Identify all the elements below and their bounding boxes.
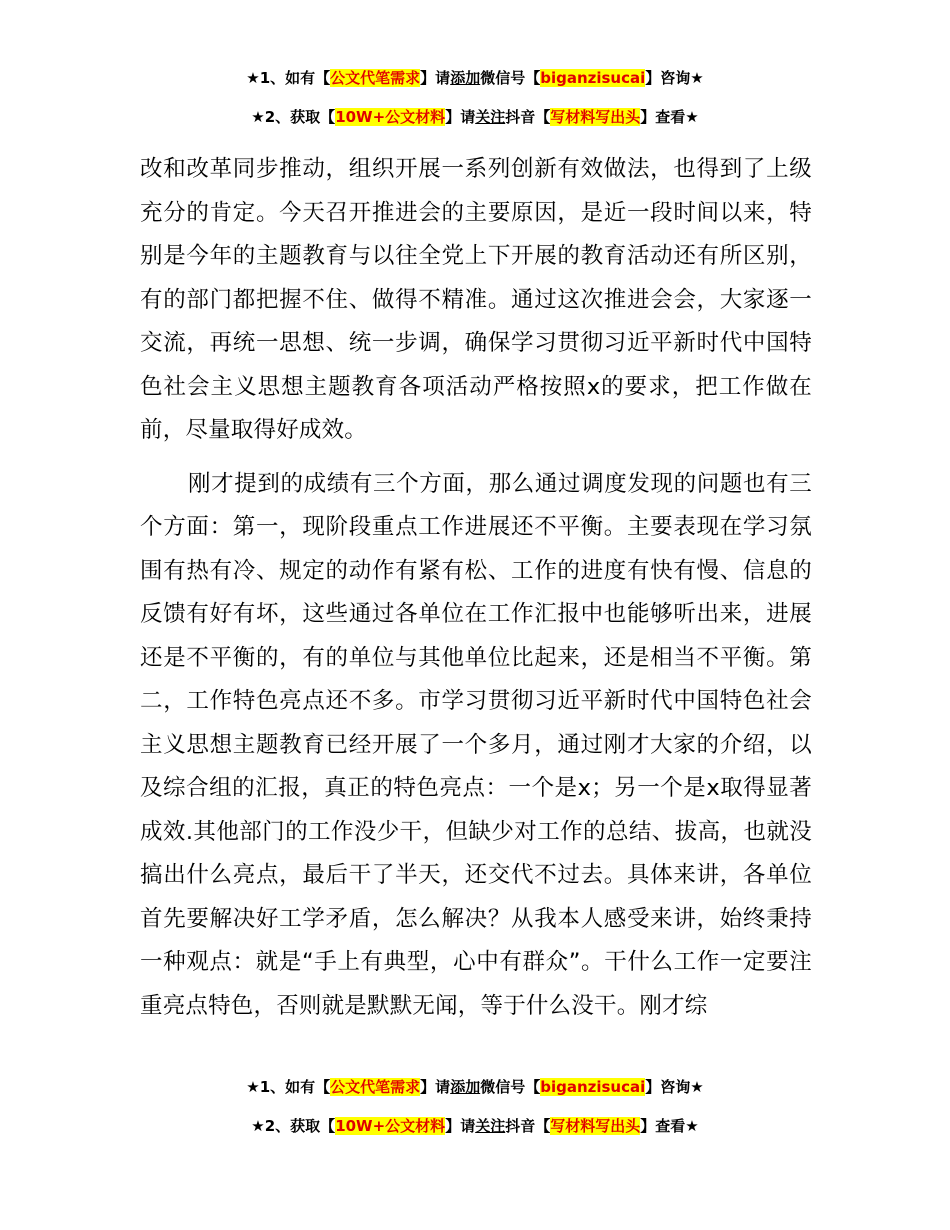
banner-text: 】请 <box>420 1078 451 1096</box>
wechat-id-highlight: biganzisucai <box>540 1078 646 1096</box>
banner-text: 】请 <box>445 1117 476 1135</box>
banner-text: 抖音【 <box>505 1117 551 1135</box>
paragraph-2: 刚才提到的成绩有三个方面，那么通过调度发现的问题也有三个方面：第一，现阶段重点工作进展还不平衡。主要表现在学习氛围有热有冷、规定的动作有紧有松、工作的进度有快有慢、信息的反馈有好有坏，这些通过各单位在工作汇报中也能够听出来，进展还是不平衡的，有的单位与其他单位比起来，还是相当不平衡。第二，工作特色亮点还不多。市学习贯彻习近平新时代中国特色社会主义思想主题教育已经开展了一个多月，通过刚才大家的介绍，以及综合组的汇报，真正的特色亮点：一个是x；另一个是x取得显著成效.其他部门的工作没少干，但缺少对工作的总结、拔高，也就没搞出什么亮点，最后干了半天，还交代不过去。具体来讲，各单位首先要解决好工学矛盾，怎么解决？从我本人感受来讲，始终秉持一种观点：就是“手上有典型，心中有群众”。干什么工作一定要注重亮点特色，否则就是默默无闻，等于什么没干。刚才综 <box>140 470 812 1019</box>
banner-text: ★2、获取【 <box>251 1117 336 1135</box>
document-body <box>140 148 812 1028</box>
banner-underlined: 关注 <box>475 108 506 126</box>
banner-text: 微信号【 <box>480 69 541 87</box>
banner-highlight: 10W+公文材料 <box>335 1117 446 1135</box>
banner-text: 抖音【 <box>505 108 551 126</box>
wechat-id-highlight: biganzisucai <box>540 69 646 87</box>
banner-highlight: 公文代笔需求 <box>330 1078 421 1096</box>
footer-banner-line-2 <box>0 1116 950 1136</box>
banner-underlined: 关注 <box>475 1117 506 1135</box>
banner-text: 】请 <box>445 108 476 126</box>
banner-text: 】请 <box>420 69 451 87</box>
banner-text: ★1、如有【 <box>246 69 331 87</box>
paragraph-spacer <box>140 453 812 463</box>
banner-text: ★2、获取【 <box>251 108 336 126</box>
header-banner-line-2 <box>0 107 950 127</box>
banner-text: 】查看★ <box>640 1117 699 1135</box>
banner-underlined: 添加 <box>450 69 481 87</box>
banner-text: ★1、如有【 <box>246 1078 331 1096</box>
banner-text: 】咨询★ <box>645 69 704 87</box>
banner-highlight: 10W+公文材料 <box>335 108 446 126</box>
douyin-id-highlight: 写材料写出头 <box>550 108 641 126</box>
banner-text: 】咨询★ <box>645 1078 704 1096</box>
banner-text: 微信号【 <box>480 1078 541 1096</box>
banner-highlight: 公文代笔需求 <box>330 69 421 87</box>
header-banner-line-1 <box>0 68 950 88</box>
douyin-id-highlight: 写材料写出头 <box>550 1117 641 1135</box>
banner-text: 】查看★ <box>640 108 699 126</box>
banner-underlined: 添加 <box>450 1078 481 1096</box>
footer-banner-line-1 <box>0 1077 950 1097</box>
paragraph-1: 改和改革同步推动，组织开展一系列创新有效做法，也得到了上级充分的肯定。今天召开推进会的主要原因，是近一段时间以来，特别是今年的主题教育与以往全党上下开展的教育活动还有所区别，有的部门都把握不住、做得不精准。通过这次推进会会，大家逐一交流，再统一思想、统一步调，确保学习贯彻习近平新时代中国特色社会主义思想主题教育各项活动严格按照x的要求，把工作做在前，尽量取得好成效。 <box>140 156 812 443</box>
